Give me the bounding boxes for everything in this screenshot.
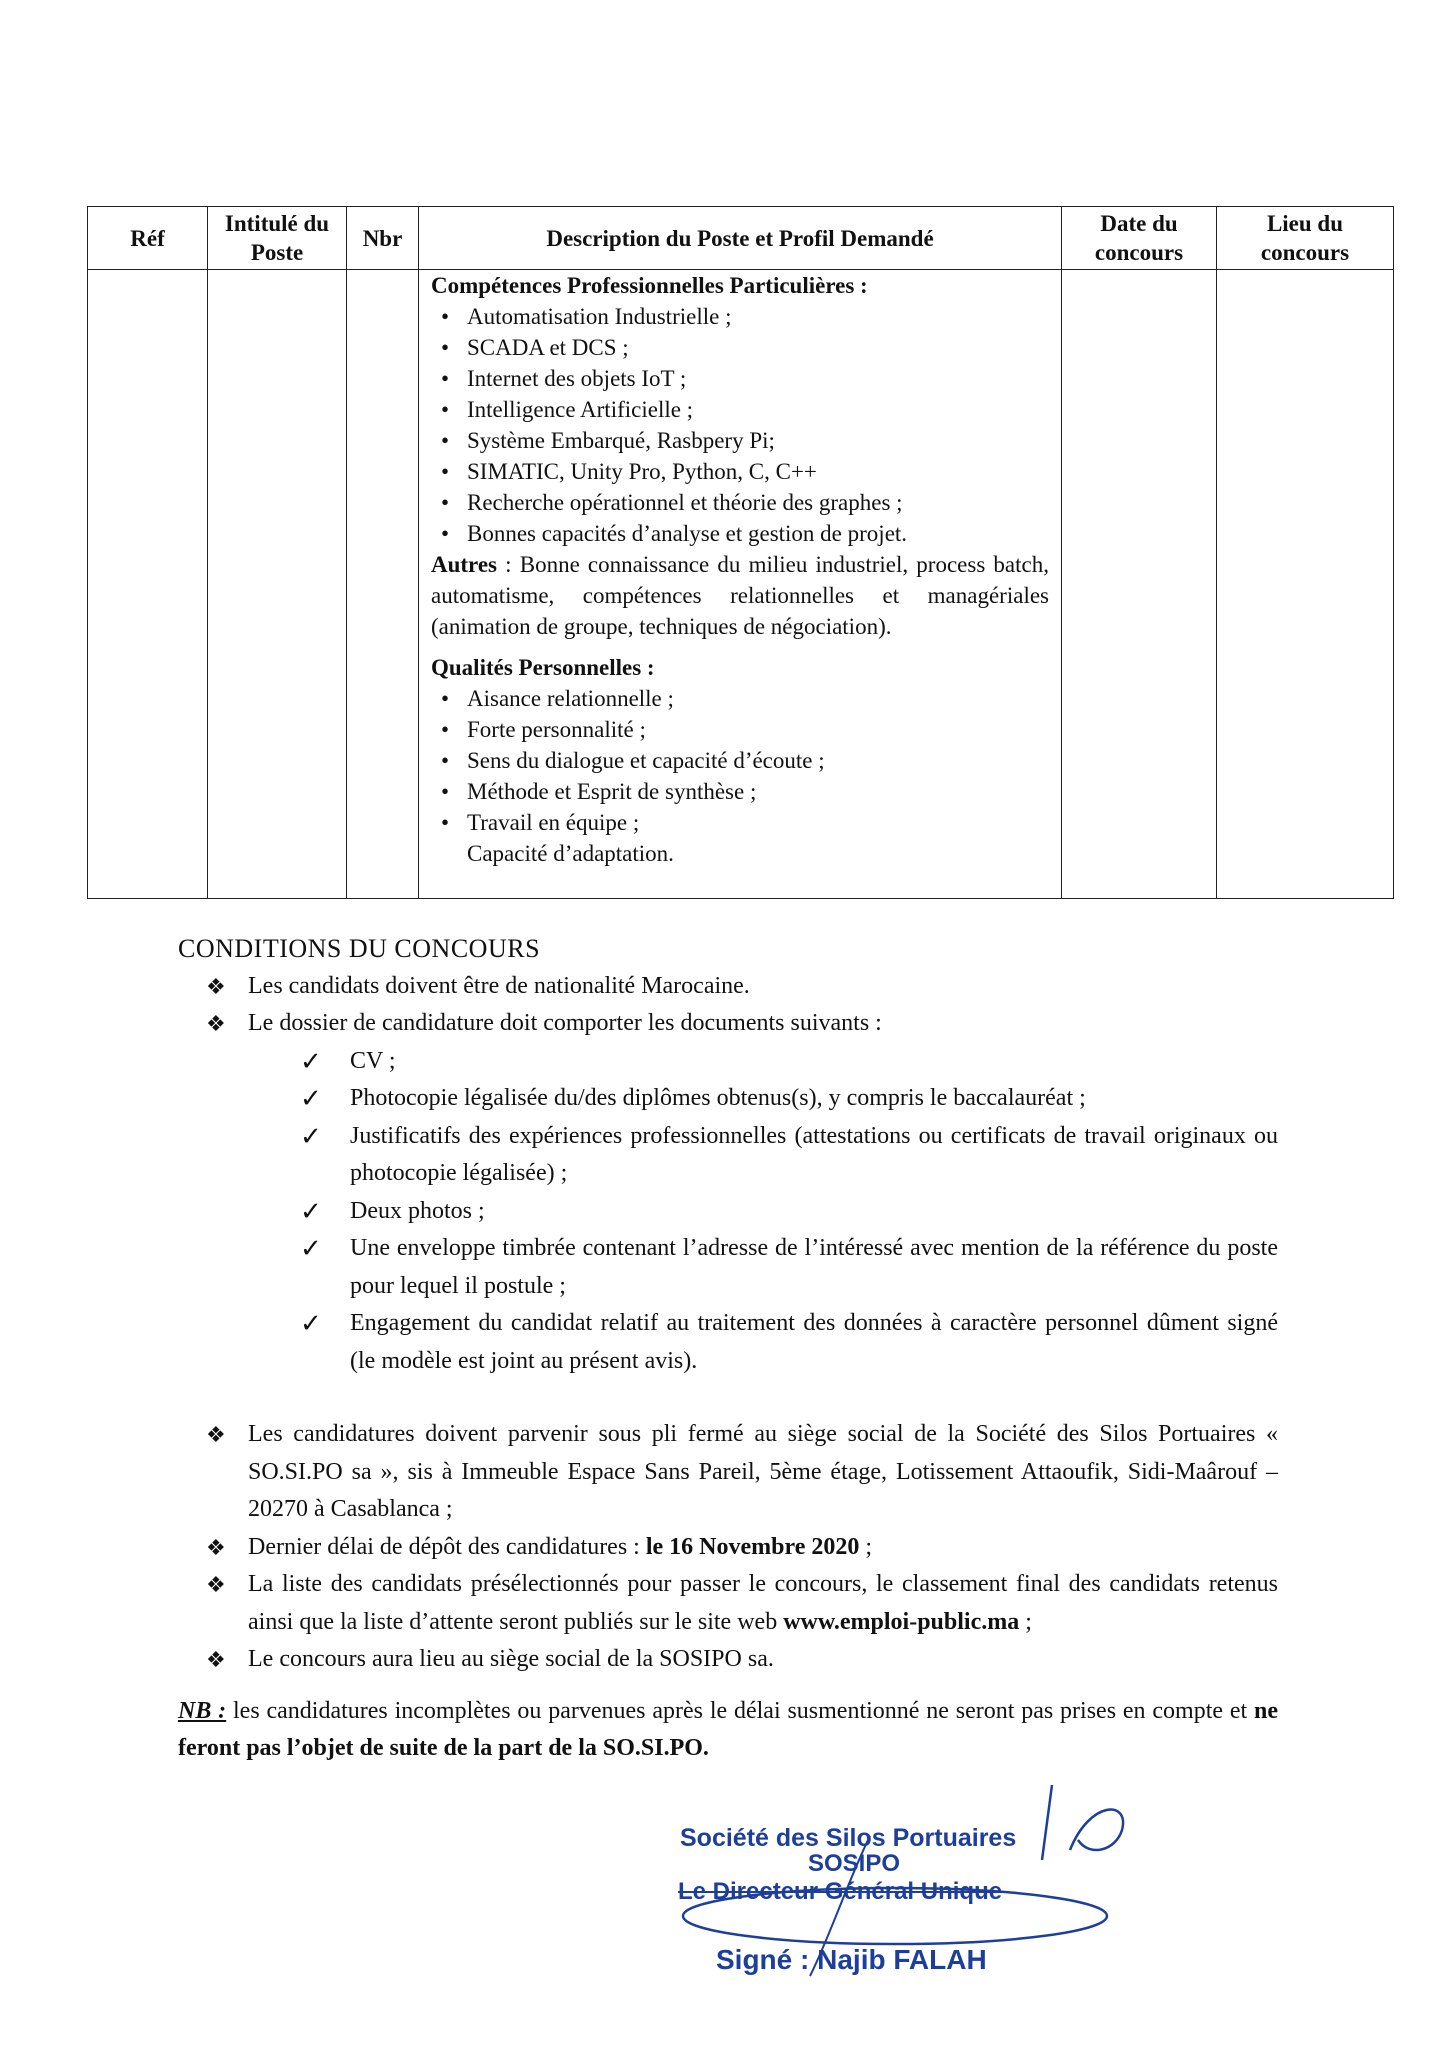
- check-icon: ✓: [300, 1121, 322, 1151]
- stamp-company: Société des Silos Portuaires: [680, 1824, 1017, 1852]
- condition-item: ❖ Le dossier de candidature doit comporter les documents suivants :: [178, 1005, 1278, 1043]
- diamond-bullet-icon: ❖: [206, 1647, 226, 1672]
- list-item: • Recherche opérationnel et théorie des graphes ;: [441, 487, 1049, 518]
- header-date: Date du concours: [1062, 207, 1217, 270]
- stamp-title: Le Directeur Général Unique: [678, 1878, 1003, 1905]
- condition-item: ❖ La liste des candidats présélectionnés pour passer le concours, le classement final des candidats retenus ainsi que la liste d’attente seront publiés sur le site web www.emploi-public.ma ;: [178, 1566, 1278, 1641]
- handwritten-signature-icon: [1030, 1780, 1150, 1870]
- header-nbr: Nbr: [347, 207, 419, 270]
- diamond-bullet-icon: ❖: [206, 1534, 226, 1560]
- job-offer-table: [87, 206, 1394, 899]
- document-item: ✓ CV ;: [178, 1043, 1278, 1081]
- document-item: ✓ Justificatifs des expériences professionnelles (attestations ou certificats de travail originaux ou photocopie légalisée) ;: [178, 1118, 1278, 1193]
- competences-list: [431, 301, 1049, 549]
- header-description: Description du Poste et Profil Demandé: [419, 207, 1062, 270]
- condition-item: ❖ Les candidats doivent être de nationalité Marocaine.: [178, 968, 1278, 1006]
- condition-item: ❖ Le concours aura lieu au siège social de la SOSIPO sa.: [178, 1641, 1278, 1679]
- table-row: [88, 270, 1394, 899]
- header-ref: Réf: [88, 207, 208, 270]
- diamond-bullet-icon: ❖: [206, 1422, 226, 1447]
- list-item: • Travail en équipe ;: [441, 807, 1049, 838]
- table-header-row: [88, 207, 1394, 270]
- qualites-title: Qualités Personnelles :: [431, 655, 655, 680]
- document-item: ✓ Une enveloppe timbrée contenant l’adresse de l’intéressé avec mention de la référence du poste pour lequel il postule ;: [178, 1230, 1278, 1305]
- website-link: www.emploi-public.ma: [783, 1608, 1020, 1635]
- list-item: • Aisance relationnelle ;: [441, 683, 1049, 714]
- stamp-acronym: SOSIPO: [808, 1850, 901, 1877]
- check-icon: ✓: [300, 1084, 322, 1113]
- list-item: • Forte personnalité ;: [441, 714, 1049, 745]
- document-item: ✓ Deux photos ;: [178, 1193, 1278, 1231]
- condition-item: ❖ Dernier délai de dépôt des candidatures : le 16 Novembre 2020 ;: [178, 1529, 1278, 1567]
- list-item: • Bonnes capacités d’analyse et gestion de projet.: [441, 518, 1049, 549]
- diamond-bullet-icon: ❖: [206, 1011, 226, 1036]
- nb-note: NB : les candidatures incomplètes ou parvenues après le délai susmentionné ne seront pas prises en compte et ne feront pas l’objet de suite de la part de la SO.SI.PO.: [178, 1697, 1278, 1761]
- condition-item: ❖ Les candidatures doivent parvenir sous pli fermé au siège social de la Société des Silos Portuaires « SO.SI.PO sa », sis à Immeuble Espace Sans Pareil, 5ème étage, Lotissement Attaoufik, Sidi-Maârouf – 20270 à Casablanca ;: [178, 1416, 1278, 1529]
- document-item: ✓ Photocopie légalisée du/des diplômes obtenus(s), y compris le baccalauréat ;: [178, 1080, 1278, 1118]
- list-item: • SCADA et DCS ;: [441, 332, 1049, 363]
- list-item: • Méthode et Esprit de synthèse ;: [441, 776, 1049, 807]
- diamond-bullet-icon: ❖: [206, 1572, 226, 1597]
- cell-description: [419, 270, 1062, 899]
- competences-title: Compétences Professionnelles Particulières :: [431, 273, 868, 298]
- autres-text: : Bonne connaissance du milieu industriel, process batch, automatisme, compétences relationnelles et managériales (animation de groupe, techniques de négociation).: [431, 552, 1049, 639]
- autres-paragraph: [431, 549, 1049, 642]
- check-icon: ✓: [300, 1196, 322, 1226]
- list-item: • Internet des objets IoT ;: [441, 363, 1049, 394]
- conditions-section: [178, 930, 1278, 1768]
- diamond-bullet-icon: ❖: [206, 973, 226, 999]
- nb-label: NB :: [178, 1697, 227, 1724]
- cell-intitule: [208, 270, 347, 899]
- document-item: ✓ Engagement du candidat relatif au traitement des données à caractère personnel dûment signé (le modèle est joint au présent avis).: [178, 1305, 1278, 1380]
- list-item: • Automatisation Industrielle ;: [441, 301, 1049, 332]
- check-icon: ✓: [300, 1234, 322, 1263]
- check-icon: ✓: [300, 1309, 322, 1338]
- list-item: Capacité d’adaptation.: [467, 841, 674, 866]
- qualites-list: [431, 683, 1049, 869]
- conditions-title: CONDITIONS DU CONCOURS: [178, 934, 541, 963]
- check-icon: ✓: [300, 1046, 322, 1076]
- nb-bold-text: ne feront pas l’objet de suite de la part de la SO.SI.PO.: [178, 1697, 1278, 1761]
- list-item: • Système Embarqué, Rasbpery Pi;: [441, 425, 1049, 456]
- list-item: • Intelligence Artificielle ;: [441, 394, 1049, 425]
- header-lieu: Lieu du concours: [1217, 207, 1394, 270]
- list-item: • SIMATIC, Unity Pro, Python, C, C++: [441, 456, 1049, 487]
- list-item: • Sens du dialogue et capacité d’écoute ;: [441, 745, 1049, 776]
- autres-label: Autres: [431, 552, 498, 577]
- cell-date: [1062, 270, 1217, 899]
- cell-lieu: [1217, 270, 1394, 899]
- cell-ref: [88, 270, 208, 899]
- cell-nbr: [347, 270, 419, 899]
- header-intitule: Intitulé du Poste: [208, 207, 347, 270]
- stamp-signer: Signé : Najib FALAH: [716, 1944, 987, 1975]
- deadline-date: le 16 Novembre 2020: [645, 1533, 860, 1560]
